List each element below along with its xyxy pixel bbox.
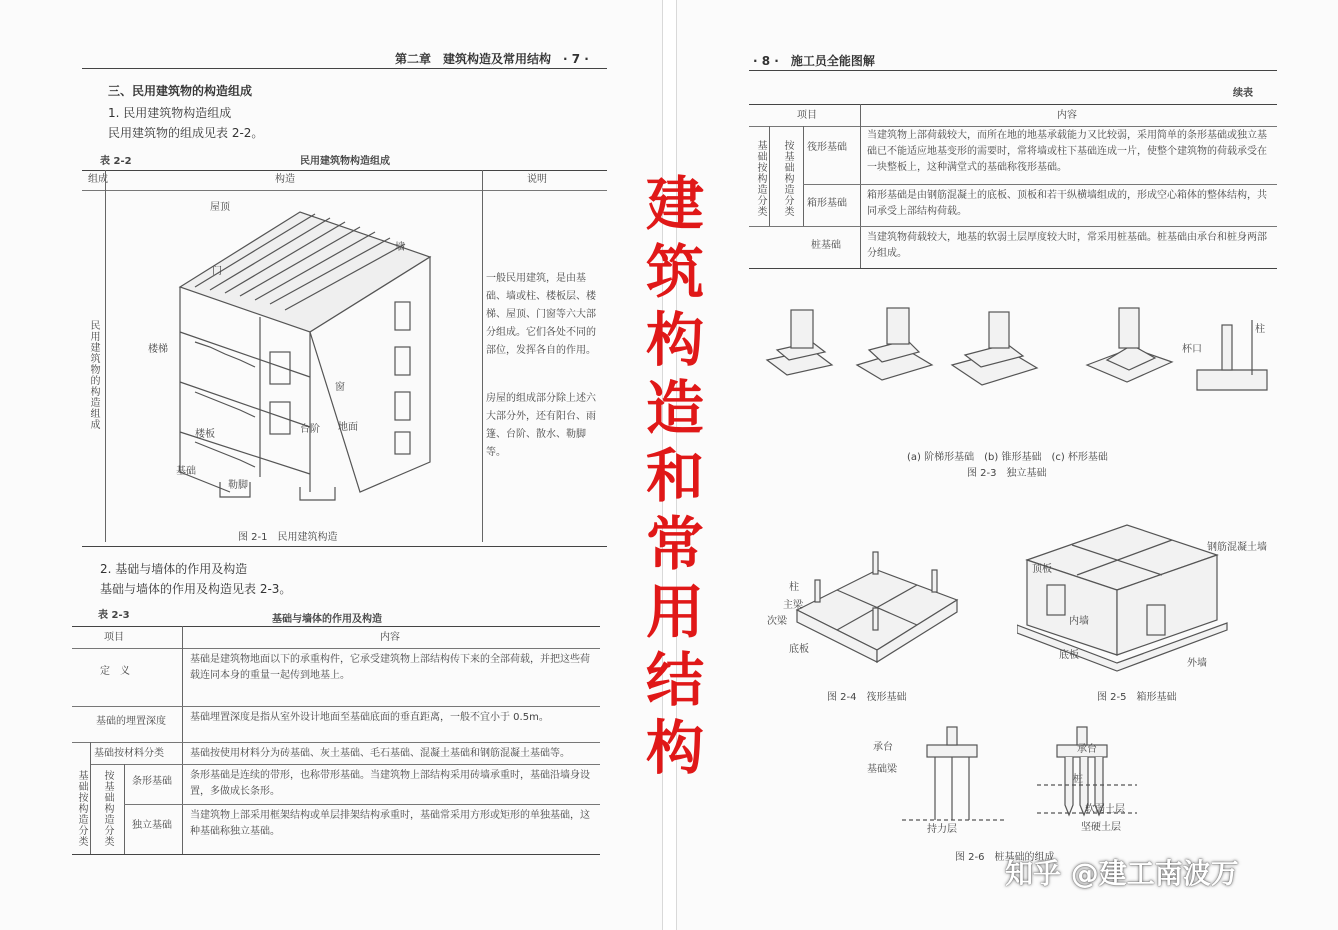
fig5-label-inner-wall: 内墙 [1069, 616, 1089, 627]
table2-row5-name: 独立基础 [132, 820, 172, 831]
section-heading: 三、民用建筑物的构造组成 [108, 84, 253, 98]
rtable-row-vertical: 基础按构造分类 [755, 140, 766, 217]
title-char-6: 常 [645, 510, 704, 578]
table2-top-rule [72, 626, 600, 627]
table1-left-vertical: 民用建筑物的构造组成 [88, 320, 99, 430]
fig6-caption: 图 2-6 桩基础的组成 [955, 852, 1055, 863]
fig4-label-sec-beam: 次梁 [767, 616, 787, 627]
fig6-label-soft: 软弱土层 [1085, 804, 1125, 815]
title-char-3: 构 [645, 306, 704, 374]
table1-title: 民用建筑物构造组成 [300, 156, 390, 167]
rtable-row2-sub: 箱形基础 [807, 198, 847, 209]
table2-left-vertical: 基础按构造分类 [76, 770, 87, 847]
rtable-header-1: 项目 [797, 110, 817, 121]
table1-note-1: 一般民用建筑，是由基础、墙或柱、楼板层、楼梯、屋顶、门窗等六大部分组成。它们各处不同的部位，发挥各自的作用。 [486, 273, 596, 356]
left-page [0, 0, 663, 930]
rtable-row-rule-2 [749, 226, 1277, 227]
table2-header-rule [72, 648, 600, 649]
fig1-label-foundation: 基础 [176, 466, 196, 477]
table2-row4-content: 条形基础是连续的带形，也称带形基础。当建筑物上部结构采用砖墙承重时，基础沿墙身设置，多做成长条形。 [190, 770, 590, 797]
fig3-caption: 图 2-3 独立基础 [967, 468, 1047, 479]
fig6-label-beam: 基础梁 [867, 764, 897, 775]
rtable-top-rule [749, 104, 1277, 105]
rtable-row3-content: 当建筑物荷载较大，地基的软弱土层厚度较大时，常采用桩基础。桩基础由承台和桩身两部分组成。 [867, 232, 1267, 259]
table2-row1-name: 定 义 [100, 666, 130, 677]
table2-row2-name: 基础的埋置深度 [96, 716, 166, 727]
table2-header-2: 内容 [380, 632, 400, 643]
rtable-row1-content: 当建筑物上部荷载较大，而所在地的地基承载能力又比较弱，采用简单的条形基础或独立基础已不能适应地基变形的需要时，常将墙或柱下基础连成一片，使整个建筑物的荷载承受在一块整板上，这种满堂式的基础称筏形基础。 [867, 130, 1267, 173]
table2-row4-name: 条形基础 [132, 776, 172, 787]
table1-note-2: 房屋的组成部分除上述六大部分外，还有阳台、雨篷、台阶、散水、勒脚等。 [486, 393, 596, 458]
fig3-col-label: 柱 [1255, 324, 1265, 335]
fig1-label-wall: 墙 [395, 242, 405, 253]
left-head-rule [82, 68, 607, 69]
subsection-1-line: 民用建筑物的组成见表 2-2。 [108, 126, 264, 140]
subsection-2: 2. 基础与墙体的作用及构造 [100, 562, 248, 576]
fig1-label-floor-slab: 楼板 [195, 429, 215, 440]
fig1-label-stair: 楼梯 [148, 344, 168, 355]
table2-row-rule-2 [72, 742, 600, 743]
rtable-row-rule-1 [803, 184, 1277, 185]
fig6-label-bearing: 持力层 [927, 824, 957, 835]
box-foundation-figure [1017, 515, 1237, 675]
rtable-header-rule [749, 126, 1277, 127]
table2-row3-name: 基础按材料分类 [94, 748, 164, 759]
table1-header-3: 说明 [527, 174, 547, 185]
fig6-label-cap-left: 承台 [873, 742, 893, 753]
table1-header-rule [82, 190, 607, 191]
table2-row-rule-4 [124, 804, 600, 805]
title-char-2: 筑 [645, 238, 704, 306]
table1-label: 表 2-2 [100, 156, 132, 167]
title-char-7: 用 [645, 578, 704, 646]
fig6-label-hard: 坚硬土层 [1081, 822, 1121, 833]
table2-group-divider [90, 742, 91, 854]
rtable-sub-divider [803, 126, 804, 226]
table2-header-1: 项目 [104, 632, 124, 643]
fig5-label-rc-wall: 钢筋混凝土墙 [1207, 542, 1267, 553]
table1-col-divider-2 [482, 170, 483, 542]
table2-row3-content: 基础按使用材料分为砖基础、灰土基础、毛石基础、混凝土基础和钢筋混凝土基础等。 [190, 748, 570, 759]
left-running-head: 第二章 建筑构造及常用结构 · 7 · [395, 52, 589, 66]
fig5-label-top-slab: 顶板 [1032, 564, 1052, 575]
title-char-5: 和 [645, 442, 704, 510]
fig1-label-plinth: 勒脚 [228, 480, 248, 491]
table1-col-divider-1 [105, 170, 106, 542]
subsection-1: 1. 民用建筑物构造组成 [108, 106, 232, 120]
fig1-label-roof: 屋顶 [210, 202, 230, 213]
table2-sub-divider [124, 764, 125, 854]
fig5-label-outer-wall: 外墙 [1187, 658, 1207, 669]
fig3-sub: (a) 阶梯形基础 (b) 锥形基础 (c) 杯形基础 [907, 452, 1108, 463]
title-char-8: 结 [645, 646, 704, 714]
table2-row-rule-1 [72, 706, 600, 707]
rtable-header-2: 内容 [1057, 110, 1077, 121]
fig4-label-slab: 底板 [789, 644, 809, 655]
title-char-4: 造 [645, 374, 704, 442]
rtable-col-divider [860, 104, 861, 268]
table2-row5-content: 当建筑物上部采用框架结构或单层排架结构承重时，基础常采用方形或矩形的单独基础，这种基础称独立基础。 [190, 810, 590, 837]
zhihu-watermark: 知乎 @建工南波万 [1005, 857, 1239, 890]
rtable-row1-sub: 筏形基础 [807, 142, 847, 153]
main-title [640, 170, 710, 782]
title-char-9: 构 [645, 714, 704, 782]
subsection-2-line: 基础与墙体的作用及构造见表 2-3。 [100, 582, 292, 596]
table1-top-rule [82, 170, 607, 171]
table2-row-rule-3 [90, 764, 600, 765]
right-page [676, 0, 1338, 930]
table1-header-1: 组成 [88, 174, 108, 185]
right-running-head: · 8 · 施工员全能图解 [753, 54, 875, 68]
table-cont-label: 续表 [1233, 88, 1253, 99]
table1-header-2: 构造 [275, 174, 295, 185]
table2-bottom-rule [72, 854, 600, 855]
rtable-row3-sub: 桩基础 [811, 240, 841, 251]
fig6-label-cap-right: 承台 [1077, 744, 1097, 755]
table2-title: 基础与墙体的作用及构造 [272, 614, 382, 625]
fig4-caption: 图 2-4 筏形基础 [827, 692, 907, 703]
rtable-group-divider [769, 126, 770, 226]
fig6-label-pile: 桩 [1073, 774, 1083, 785]
fig1-label-door: 门 [212, 266, 222, 277]
right-head-rule [749, 70, 1277, 71]
rtable-row2-content: 箱形基础是由钢筋混凝土的底板、顶板和若干纵横墙组成的，形成空心箱体的整体结构，共同承受上部结构荷载。 [867, 190, 1267, 217]
table2-col-divider [182, 626, 183, 854]
rtable-group-vertical: 按基础构造分类 [782, 140, 793, 217]
table2-row2-content: 基础埋置深度是指从室外设计地面至基础底面的垂直距离，一般不宜小于 0.5m。 [190, 712, 549, 723]
fig1-label-ground: 地面 [338, 422, 358, 433]
table2-label: 表 2-3 [98, 610, 130, 621]
fig1-label-steps: 台阶 [300, 424, 320, 435]
fig1-label-window: 窗 [335, 382, 345, 393]
title-char-1: 建 [645, 170, 704, 238]
fig5-label-bottom-slab: 底板 [1059, 650, 1079, 661]
fig4-label-col: 柱 [789, 582, 799, 593]
table2-sub-vertical: 按基础构造分类 [102, 770, 113, 847]
fig5-caption: 图 2-5 箱形基础 [1097, 692, 1177, 703]
table2-row1-content: 基础是建筑物地面以下的承重构件，它承受建筑物上部结构传下来的全部荷载，并把这些荷载连同本身的重量一起传到地基上。 [190, 654, 590, 681]
raft-foundation-figure [787, 540, 967, 670]
table1-bottom-rule [82, 546, 607, 547]
fig1-caption: 图 2-1 民用建筑构造 [238, 532, 338, 543]
building-section-figure [150, 192, 450, 502]
fig4-label-main-beam: 主梁 [783, 600, 803, 611]
fig3-cup-label: 杯口 [1182, 344, 1202, 355]
rtable-bottom-rule [749, 268, 1277, 269]
